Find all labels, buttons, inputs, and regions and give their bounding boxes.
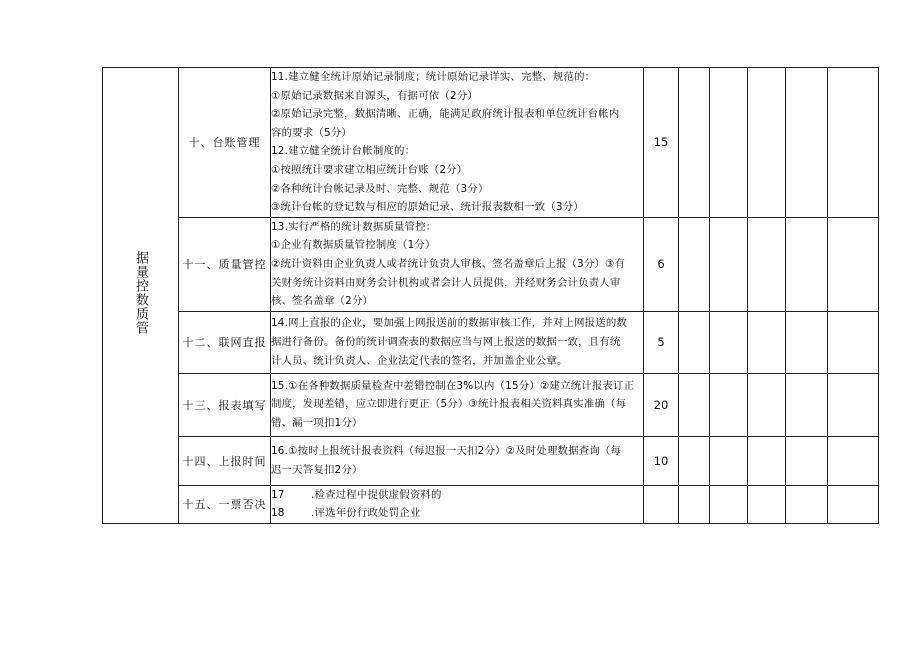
blank-cell — [786, 311, 828, 373]
blank-cell — [748, 436, 786, 485]
item-score: 5 — [644, 311, 679, 373]
veto-text: .检查过程中提供虚假资料的 — [311, 488, 442, 501]
criteria-line: 核、签名盖章（2分） — [271, 295, 374, 308]
item-criteria — [271, 373, 644, 436]
criteria-line: 容的要求（5分） — [271, 126, 352, 139]
blank-cell — [748, 311, 786, 373]
category-label: 据量控数质管 — [133, 251, 148, 336]
criteria-line: ②统计资料由企业负责人或者统计负责人审核、签名盖章后上报（3分）③有 — [271, 257, 626, 270]
criteria-line: 关财务统计资料由财务会计机构或者会计人员提供，并经财务会计负责人审 — [271, 276, 621, 289]
criteria-line: ②各种统计台帐记录及时、完整、规范（3分） — [271, 182, 489, 195]
blank-cell — [748, 68, 786, 218]
blank-cell — [679, 311, 710, 373]
item-name: 十一、质量管控 — [179, 217, 271, 311]
blank-cell — [828, 485, 879, 523]
item-name: 十、台账管理 — [179, 68, 271, 218]
blank-cell — [786, 68, 828, 218]
table-row — [103, 373, 879, 436]
item-score: 10 — [644, 436, 679, 485]
item-name: 十四、上报时间 — [179, 436, 271, 485]
category-cell — [103, 68, 179, 524]
item-criteria — [271, 68, 644, 218]
veto-criteria — [271, 485, 644, 523]
veto-text: .评选年份行政处罚企业 — [311, 507, 421, 520]
criteria-line: 12.建立健全统计台帐制度的： — [271, 145, 416, 158]
blank-cell — [679, 485, 710, 523]
blank-cell — [710, 311, 748, 373]
criteria-line: 制度，发现差错，应立即进行更正（5分）③统计报表相关资料真实准确（每 — [271, 398, 627, 411]
blank-cell — [748, 373, 786, 436]
criteria-line: 计人员、统计负责人、企业法定代表的签名，并加盖企业公章。 — [271, 354, 568, 367]
item-criteria — [271, 436, 644, 485]
blank-cell — [710, 436, 748, 485]
criteria-line: 据进行备份。备份的统计调查表的数据应当与网上报送的数据一致，且有统 — [271, 335, 621, 348]
blank-cell — [786, 485, 828, 523]
criteria-line: 13.实行严格的统计数据质量管控： — [271, 220, 437, 233]
criteria-line: 错、漏一项扣1分） — [271, 417, 363, 430]
criteria-line: ①按照统计要求建立相应统计台账（2分） — [271, 163, 468, 176]
blank-cell — [679, 436, 710, 485]
item-criteria — [271, 217, 644, 311]
blank-cell — [679, 217, 710, 311]
criteria-line: ①企业有数据质量管控制度（1分） — [271, 239, 436, 252]
criteria-line: 16.①按时上报统计报表资料（每迟报一天扣2分）②及时处理数据查询（每 — [271, 445, 622, 458]
veto-number: 17 — [271, 488, 285, 501]
table-row — [103, 436, 879, 485]
criteria-line: ②原始记录完整，数据清晰、正确，能满足政府统计报表和单位统计台帐内 — [271, 108, 620, 121]
table-row — [103, 311, 879, 373]
blank-cell — [828, 436, 879, 485]
veto-entry — [271, 486, 643, 505]
criteria-line: 14.网上直报的企业，要加强上网报送前的数据审核工作，并对上网报送的数 — [271, 317, 628, 330]
table-row — [103, 217, 879, 311]
table-row — [103, 485, 879, 523]
blank-cell — [710, 485, 748, 523]
assessment-table — [102, 67, 879, 524]
item-name: 十五、一票否决 — [179, 485, 271, 523]
item-score — [644, 485, 679, 523]
blank-cell — [748, 217, 786, 311]
blank-cell — [828, 373, 879, 436]
item-name: 十三、报表填写 — [179, 373, 271, 436]
criteria-line: ③统计台帐的登记数与相应的原始记录、统计报表数相一致（3分） — [271, 201, 584, 214]
veto-number: 18 — [271, 507, 285, 520]
blank-cell — [710, 217, 748, 311]
blank-cell — [786, 373, 828, 436]
blank-cell — [710, 68, 748, 218]
blank-cell — [828, 217, 879, 311]
item-criteria — [271, 311, 644, 373]
blank-cell — [710, 373, 748, 436]
blank-cell — [786, 436, 828, 485]
criteria-line: 11.建立健全统计原始记录制度；统计原始记录详实、完整、规范的： — [271, 71, 596, 83]
blank-cell — [786, 217, 828, 311]
blank-cell — [828, 68, 879, 218]
veto-entry — [271, 504, 643, 523]
criteria-line: ①原始记录数据来自源头，有据可依（2分） — [271, 89, 478, 102]
table-row — [103, 68, 879, 218]
blank-cell — [679, 373, 710, 436]
blank-cell — [748, 485, 786, 523]
blank-cell — [828, 311, 879, 373]
criteria-line: 迟一天答复扣2分） — [271, 463, 363, 476]
blank-cell — [679, 68, 710, 218]
item-score: 15 — [644, 68, 679, 218]
item-score: 20 — [644, 373, 679, 436]
item-score: 6 — [644, 217, 679, 311]
item-name: 十二、联网直报 — [179, 311, 271, 373]
criteria-line: 15.①在各种数据质量检查中差错控制在3%以内（15分）②建立统计报表订正 — [271, 379, 635, 392]
